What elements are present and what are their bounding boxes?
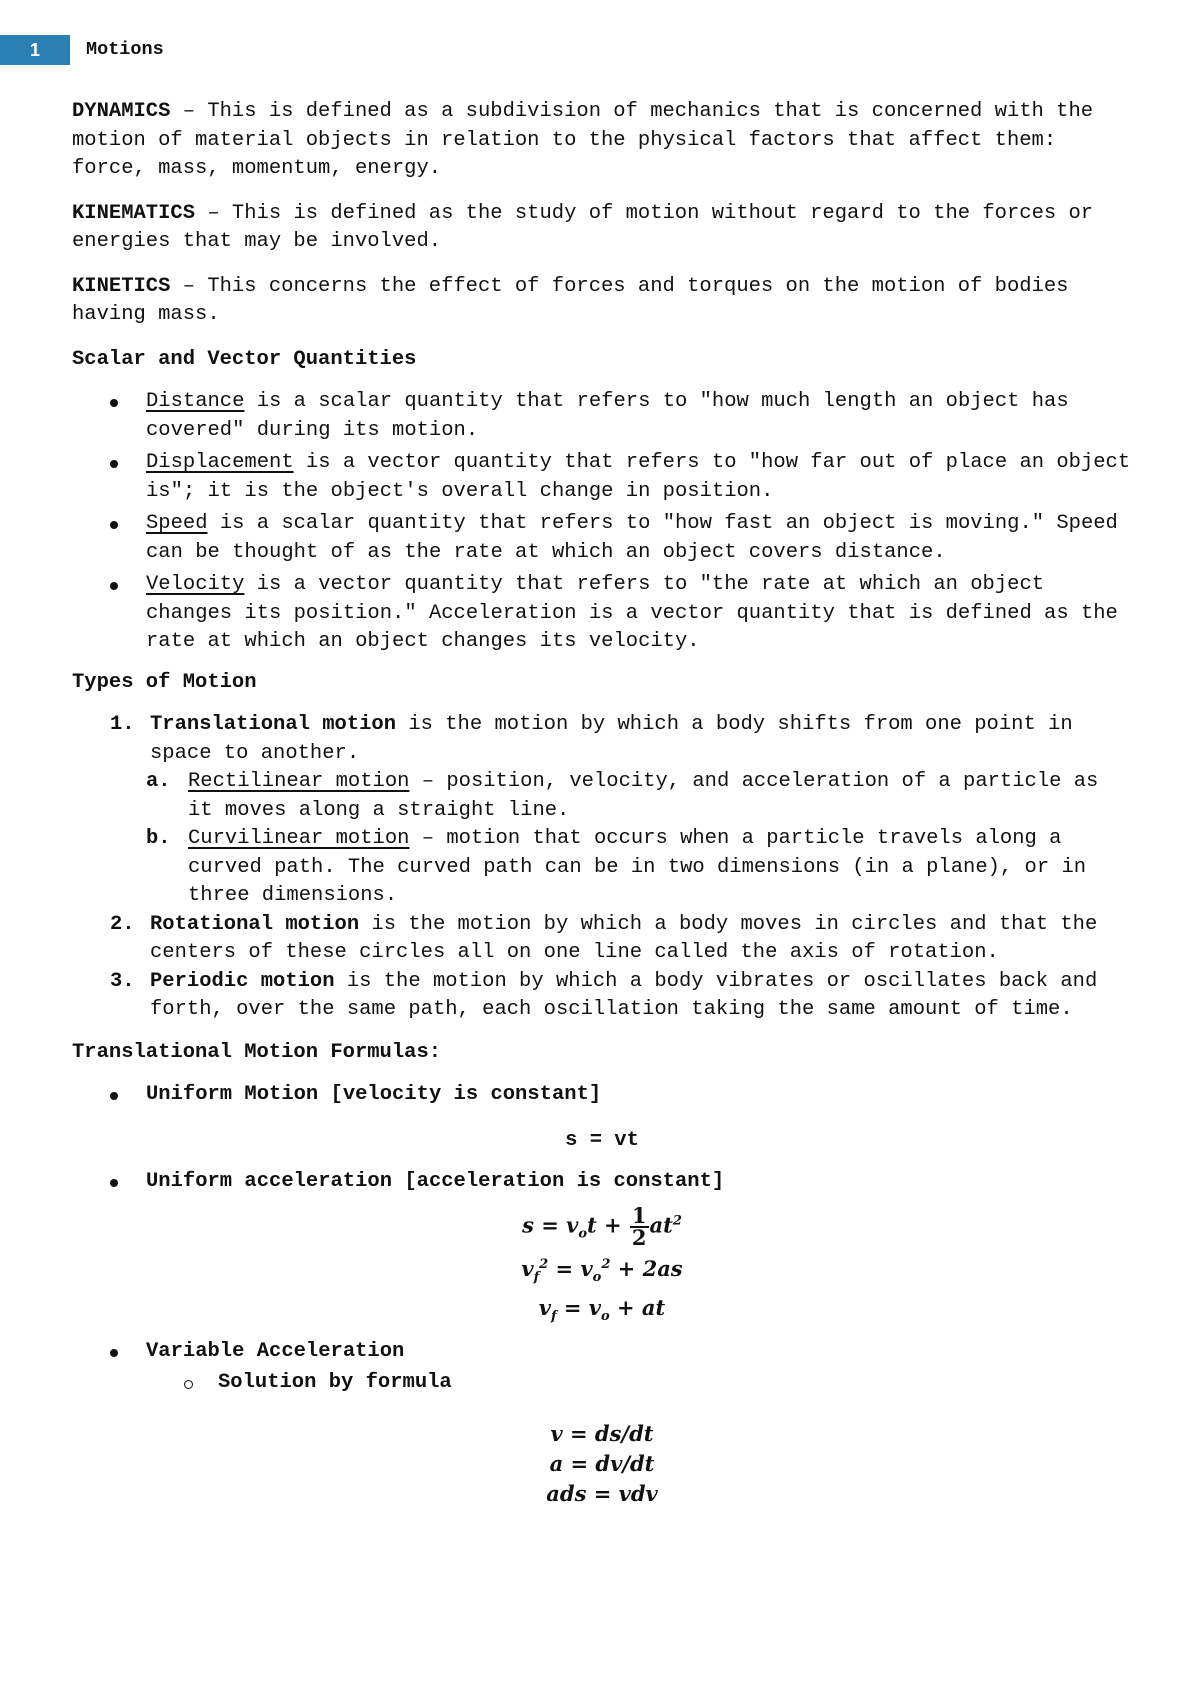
item-text: – motion that occurs when a particle travels along a curved path. The curved path can be in two dimensions (in a plane), or in three dimensions.: [188, 827, 1087, 907]
term-periodic: Periodic motion: [150, 969, 335, 993]
fraction-one-half: $\frac{1}{2}$: [631, 1203, 647, 1250]
definition-text: – This is defined as the study of motion without regard to the forces or energies that may be involved.: [72, 201, 1094, 253]
section-heading-scalar-vector: Scalar and Vector Quantities: [72, 347, 417, 371]
list-item-rotational: [72, 911, 1132, 968]
item-text: is the motion by which a body shifts from one point in space to another.: [150, 713, 1073, 765]
uniform-acceleration-label: Uniform acceleration [acceleration is constant]: [146, 1169, 725, 1193]
item-text: is the motion by which a body moves in circles and that the centers of these circles all on one line called the axis of rotation.: [150, 912, 1098, 964]
variable-acceleration-label: Variable Acceleration: [146, 1340, 405, 1364]
list-item-uniform-acceleration: [72, 1168, 1132, 1333]
list-item-displacement: [72, 449, 1132, 506]
list-marker: 3.: [110, 969, 135, 993]
term-translational: Translational motion: [150, 713, 397, 736]
list-item-variable-acceleration: [72, 1338, 1132, 1509]
section-heading-types-of-motion: Types of Motion: [72, 670, 257, 694]
item-text: is a vector quantity that refers to "the rate at which an object changes its position." Acceleration is a vector quantity that is defined as the rate at which an object changes its velocity.: [146, 573, 1118, 653]
list-item-velocity: [72, 571, 1132, 657]
term-distance: Distance: [146, 390, 245, 413]
definition-text: – This is defined as a subdivision of mechanics that is concerned with the motion of material objects in relation to the physical factors that affect them: force, mass, momentum, energy.: [72, 100, 1094, 180]
list-item-uniform-motion: [72, 1081, 1132, 1156]
formula-list: [72, 1081, 1132, 1509]
formula-final-velocity: $v_f = v_o$ + at: [538, 1294, 666, 1325]
scalar-vector-list: [72, 388, 1132, 657]
formula-acceleration-derivative: a = dv/dt: [549, 1451, 655, 1477]
item-text: – position, velocity, and acceleration of a particle as it moves along a straight line.: [188, 770, 1099, 822]
formula-ads-vdv: ads = vdv: [546, 1481, 658, 1507]
item-text: is the motion by which a body vibrates or oscillates back and forth, over the same path, each oscillation taking the same amount of time.: [150, 969, 1098, 1021]
formula-uniform-motion: s = vt: [565, 1128, 639, 1152]
definition-kinematics: [72, 200, 1132, 257]
list-marker: b.: [146, 827, 171, 850]
list-item-distance: [72, 388, 1132, 445]
item-text: is a scalar quantity that refers to "how fast an object is moving." Speed can be thought of as the rate at which an object covers distance.: [146, 512, 1118, 564]
term-rectilinear: Rectilinear motion: [188, 770, 410, 793]
term-curvilinear: Curvilinear motion: [188, 827, 410, 850]
page-header-title: Motions: [86, 39, 164, 60]
variable-acceleration-formulas: [72, 1419, 1132, 1509]
term-dynamics: DYNAMICS: [72, 100, 171, 123]
item-text: is a vector quantity that refers to "how far out of place an object is"; it is the object's overall change in position.: [146, 451, 1131, 503]
term-velocity: Velocity: [146, 573, 245, 596]
list-item-speed: [72, 510, 1132, 567]
formula-velocity-derivative: v = ds/dt: [550, 1421, 654, 1447]
term-speed: Speed: [146, 512, 208, 535]
list-marker: 2.: [110, 912, 135, 936]
list-item-curvilinear: [72, 825, 1132, 911]
list-marker: 1.: [110, 713, 135, 736]
list-item-rectilinear: [72, 768, 1132, 825]
page-number-badge: 1: [0, 35, 70, 65]
list-marker: a.: [146, 770, 171, 793]
term-kinetics: KINETICS: [72, 274, 171, 298]
variable-acceleration-sublist: [146, 1369, 1132, 1398]
term-kinematics: KINEMATICS: [72, 201, 196, 225]
item-text: is a scalar quantity that refers to "how much length an object has covered" during its motion.: [146, 390, 1069, 442]
list-item-translational: [72, 711, 1132, 768]
list-item-periodic: [72, 968, 1132, 1025]
types-of-motion-list: [72, 711, 1132, 1025]
definition-kinetics: [72, 273, 1132, 330]
document-body: [72, 98, 1132, 1521]
sub-item-solution-by-formula: Solution by formula: [146, 1369, 1132, 1398]
formula-final-velocity-squared: $v_f^2 = v_o^2 + 2as$: [521, 1255, 683, 1285]
section-heading-formulas: Translational Motion Formulas:: [72, 1040, 442, 1064]
uniform-motion-label: Uniform Motion [velocity is constant]: [146, 1083, 602, 1106]
definition-dynamics: [72, 98, 1132, 184]
formula-displacement: $s = v_ot$ + $\frac{1}{2}$ $at^2$: [522, 1203, 682, 1250]
term-displacement: Displacement: [146, 451, 294, 474]
definition-text: – This concerns the effect of forces and torques on the motion of bodies having mass.: [72, 274, 1069, 326]
term-rotational: Rotational motion: [150, 912, 360, 936]
